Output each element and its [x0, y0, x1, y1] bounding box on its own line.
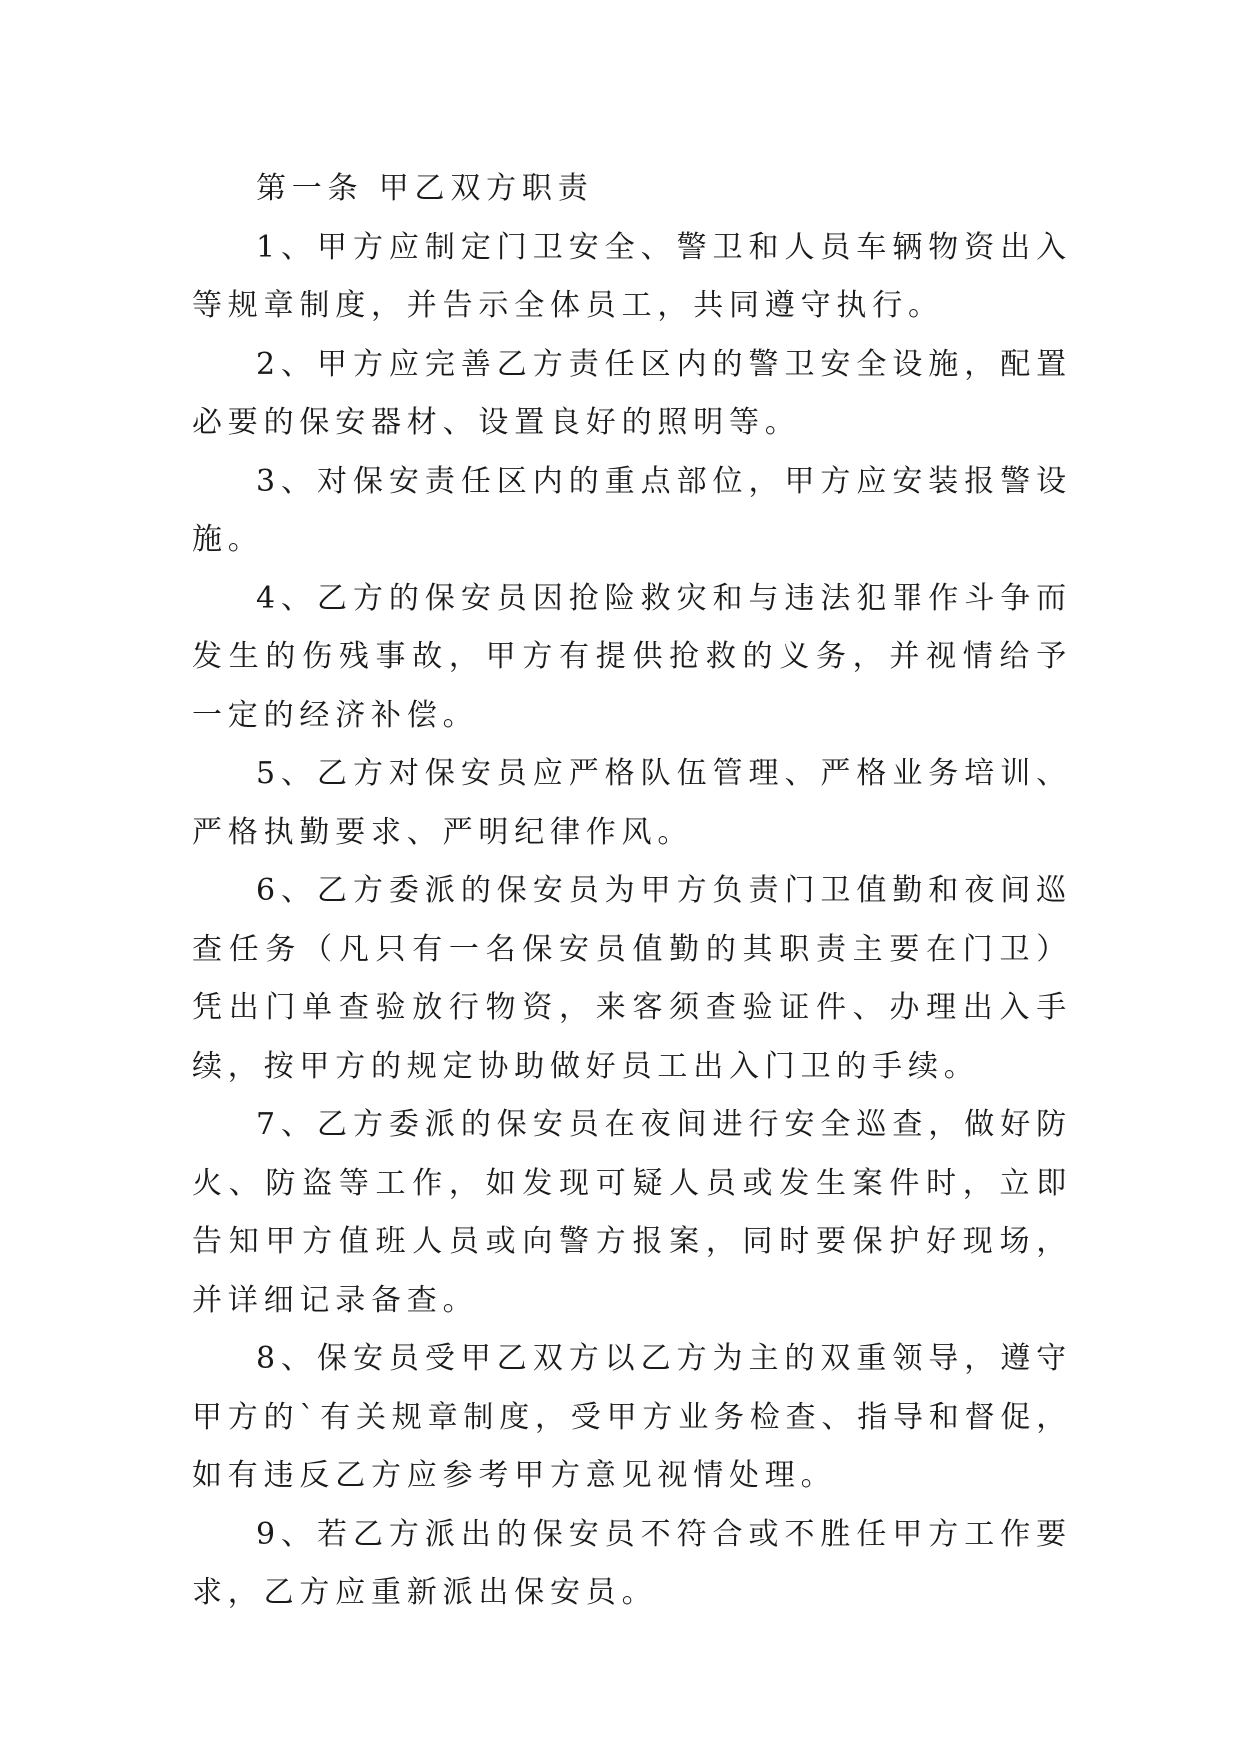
clause-1: 1、甲方应制定门卫安全、警卫和人员车辆物资出入等规章制度，并告示全体员工，共同遵守执行。 [192, 229, 1072, 323]
clause-3: 3、对保安责任区内的重点部位，甲方应安装报警设施。 [192, 463, 1072, 557]
clause-2: 2、甲方应完善乙方责任区内的警卫安全设施，配置必要的保安器材、设置良好的照明等。 [192, 346, 1072, 440]
document-body [192, 160, 1072, 1623]
article-heading: 第一条 甲乙双方职责 [256, 171, 594, 206]
clause-5: 5、乙方对保安员应严格队伍管理、严格业务培训、严格执勤要求、严明纪律作风。 [192, 756, 1072, 850]
clause-6: 6、乙方委派的保安员为甲方负责门卫值勤和夜间巡查任务（凡只有一名保安员值勤的其职责主要在门卫）凭出门单查验放行物资，来客须查验证件、办理出入手续，按甲方的规定协助做好员工出入门卫的手续。 [192, 873, 1072, 1084]
clause-9: 9、若乙方派出的保安员不符合或不胜任甲方工作要求，乙方应重新派出保安员。 [192, 1516, 1072, 1610]
clause-4: 4、乙方的保安员因抢险救灾和与违法犯罪作斗争而发生的伤残事故，甲方有提供抢救的义务，并视情给予一定的经济补偿。 [192, 580, 1072, 733]
clause-7: 7、乙方委派的保安员在夜间进行安全巡查，做好防火、防盗等工作，如发现可疑人员或发生案件时，立即告知甲方值班人员或向警方报案，同时要保护好现场，并详细记录备查。 [192, 1107, 1072, 1318]
clause-8: 8、保安员受甲乙双方以乙方为主的双重领导，遵守甲方的`有关规章制度，受甲方业务检查、指导和督促，如有违反乙方应参考甲方意见视情处理。 [192, 1341, 1072, 1493]
